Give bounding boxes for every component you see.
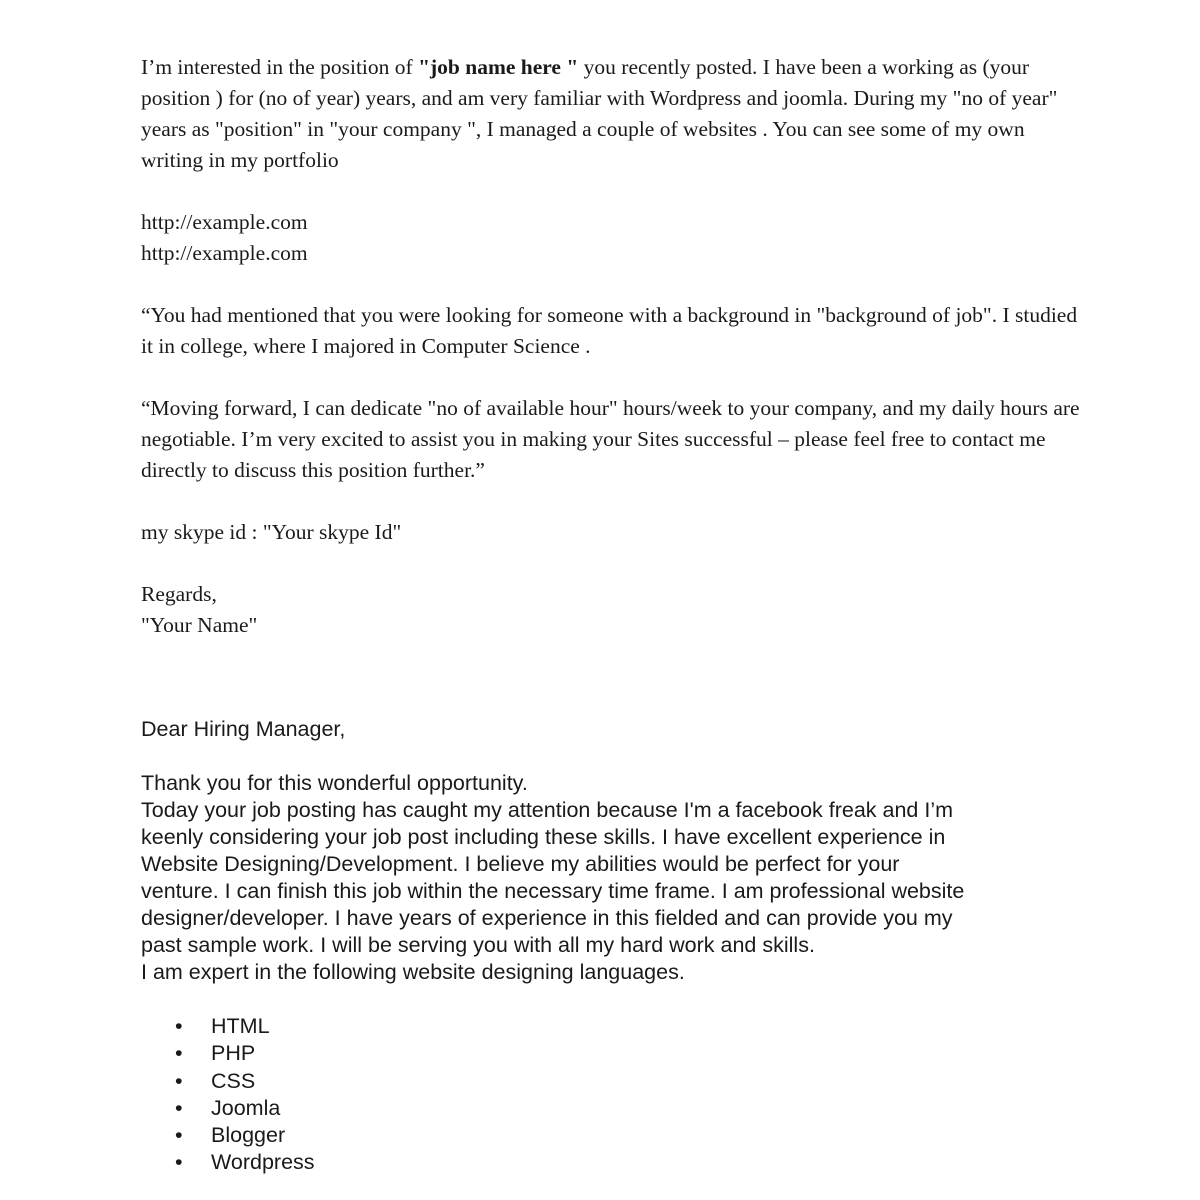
availability-paragraph: “Moving forward, I can dedicate "no of available hour" hours/week to your company, and my daily hours are negotiable. I’m very excited to assist you in making your Sites successful – please feel free to contact me directly to discuss this position further.” — [141, 396, 1080, 482]
skill-item — [141, 1068, 1101, 1095]
portfolio-links — [141, 207, 1081, 269]
background-paragraph: “You had mentioned that you were looking for someone with a background in "background of job". I studied it in college, where I majored in Computer Science . — [141, 303, 1078, 358]
skill-item — [141, 1122, 1101, 1149]
regards-text: Regards, — [141, 582, 217, 606]
bullet-icon: • — [175, 1123, 183, 1148]
signature-name: "Your Name" — [141, 613, 258, 637]
bullet-icon: • — [175, 1068, 183, 1093]
bullet-icon: • — [175, 1095, 183, 1120]
letter-one — [141, 52, 1081, 672]
body-line: keenly considering your job post including these skills. I have excellent experience in — [141, 825, 946, 849]
skill-label: Joomla — [211, 1095, 281, 1120]
body-line: designer/developer. I have years of experience in this fielded and can provide you my — [141, 906, 953, 930]
portfolio-link: http://example.com — [141, 210, 308, 234]
skill-item — [141, 1013, 1101, 1040]
skype-line: my skype id : "Your skype Id" — [141, 520, 402, 544]
bullet-icon: • — [175, 1041, 183, 1066]
body-line: venture. I can finish this job within the necessary time frame. I am professional website — [141, 879, 965, 903]
intro-text-start: I’m interested in the position of — [141, 55, 419, 79]
intro-paragraph — [141, 52, 1081, 176]
body-line: Website Designing/Development. I believe my abilities would be perfect for your — [141, 852, 900, 876]
job-name-placeholder: "job name here " — [418, 55, 579, 79]
skill-item — [141, 1040, 1101, 1067]
skills-list — [141, 1013, 1101, 1177]
body-line: Today your job posting has caught my attention because I'm a facebook freak and I’m — [141, 798, 954, 822]
greeting: Dear Hiring Manager, — [141, 717, 346, 741]
portfolio-link: http://example.com — [141, 241, 308, 265]
intro-text-end: you recently posted. I have been a working as (your position ) for (no of year) years, and am very familiar with Wordpress and joomla. During my "no of year" years as "position" in "your company ", I managed a couple of websites . You can see some of my own writing in my portfolio — [141, 55, 1058, 172]
bullet-icon: • — [175, 1150, 183, 1175]
skill-label: CSS — [211, 1068, 256, 1093]
bullet-icon: • — [175, 1014, 183, 1038]
letter-two — [141, 716, 1101, 1177]
body-line: I am expert in the following website designing languages. — [141, 960, 685, 984]
skill-label: Blogger — [211, 1123, 286, 1148]
skill-label: PHP — [211, 1041, 256, 1066]
body-line: past sample work. I will be serving you with all my hard work and skills. — [141, 933, 815, 957]
skill-item — [141, 1149, 1101, 1176]
skill-item — [141, 1095, 1101, 1122]
skill-label: Wordpress — [211, 1150, 315, 1175]
body-line: Thank you for this wonderful opportunity. — [141, 771, 528, 795]
skill-label: HTML — [211, 1014, 270, 1038]
signoff — [141, 579, 1081, 641]
